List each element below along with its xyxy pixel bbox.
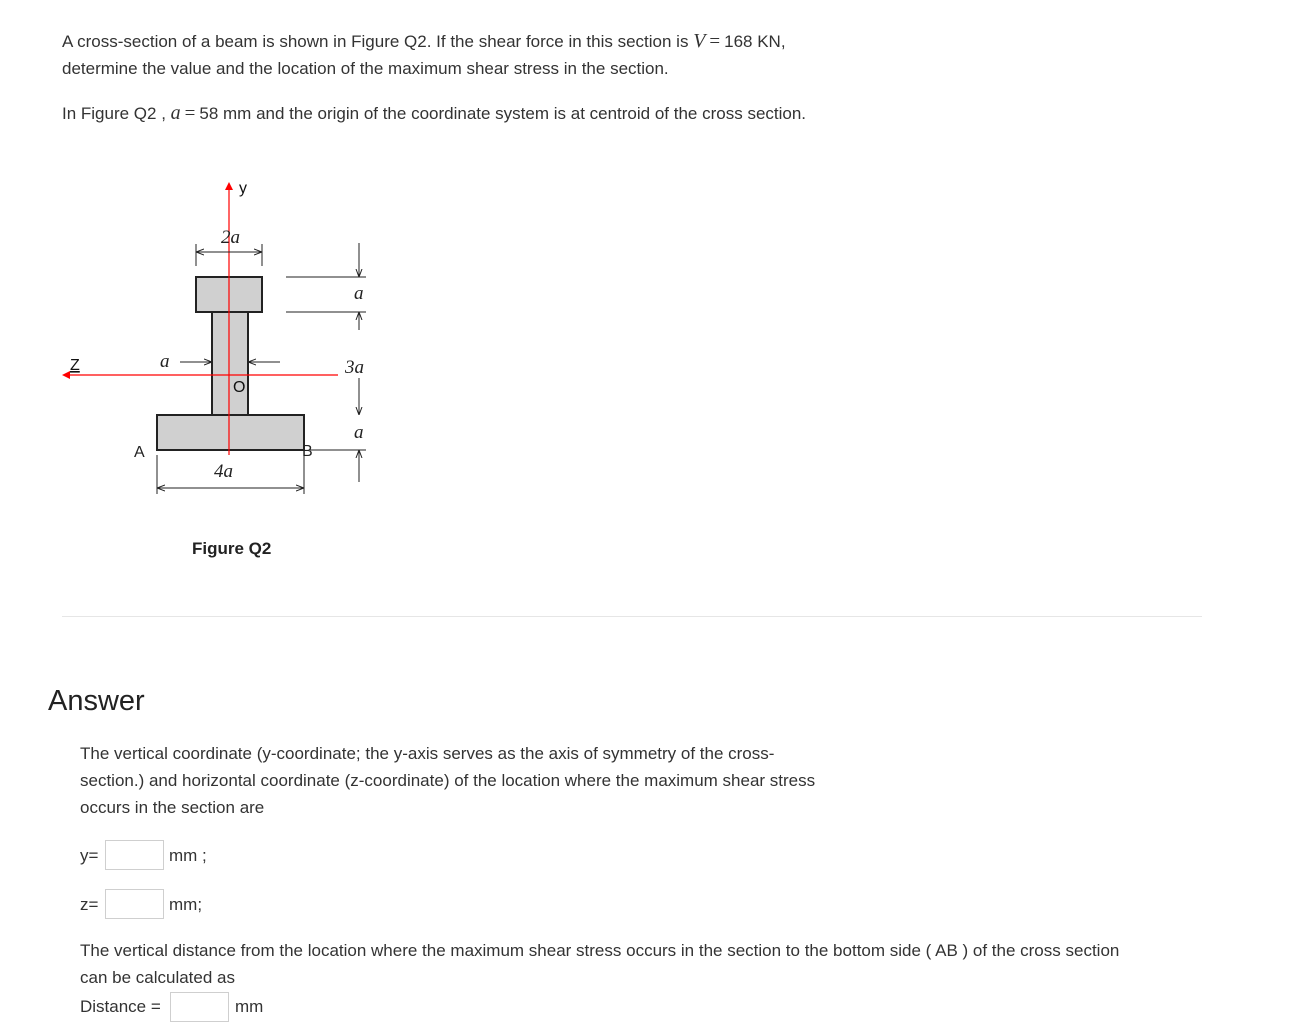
distance-text-line-1: The vertical distance from the location where the maximum shear stress occurs in the section to the bottom side ( AB ) of the cross section — [80, 941, 1120, 960]
answer-text-line-1: The vertical coordinate (y-coordinate; the y-axis serves as the axis of symmetry of the cross- — [80, 744, 775, 763]
distance-unit: mm — [235, 997, 264, 1016]
z-axis-label: Z — [70, 357, 80, 374]
question-line-2: determine the value and the location of the maximum shear stress in the section. — [62, 59, 669, 78]
distance-input[interactable] — [170, 992, 229, 1022]
cross-section-figure — [50, 170, 410, 510]
y-coordinate-input[interactable] — [105, 840, 164, 870]
figure-reference: In Figure Q2 , — [62, 104, 166, 123]
distance-text-line-2: can be calculated as — [80, 968, 235, 987]
dim-web-width: a — [160, 351, 170, 372]
shear-force-symbol: V — [693, 30, 706, 52]
dim-top-width: 2a — [221, 227, 240, 248]
dim-web-height: 3a — [345, 357, 364, 378]
answer-text-line-3: occurs in the section are — [80, 798, 265, 817]
divider — [62, 616, 1202, 617]
point-b-label: B — [302, 443, 313, 460]
dim-top-flange: a — [354, 283, 364, 304]
answer-heading: Answer — [48, 685, 145, 717]
web — [212, 312, 248, 415]
dim-bottom-width: 4a — [214, 461, 233, 482]
z-unit: mm; — [169, 895, 203, 914]
shear-force-value: 168 KN, — [724, 32, 786, 51]
distance-label: Distance = — [80, 997, 161, 1016]
z-label: z= — [80, 895, 99, 914]
point-a-label: A — [134, 444, 145, 461]
y-label: y= — [80, 846, 99, 865]
equals-sign: = — [709, 31, 721, 52]
y-axis-label: y — [239, 180, 247, 197]
question-text: A cross-section of a beam is shown in Figure Q2. If the shear force in this section is — [62, 32, 689, 51]
dimension-value: 58 mm and the origin of the coordinate system is at centroid of the cross section. — [199, 104, 807, 123]
question-line-3 — [62, 100, 806, 127]
answer-text-line-2: section.) and horizontal coordinate (z-coordinate) of the location where the maximum shear stress — [80, 771, 816, 790]
question-line-1 — [62, 28, 786, 55]
equals-sign: = — [184, 103, 196, 124]
figure-caption: Figure Q2 — [192, 539, 272, 558]
bottom-flange — [157, 415, 304, 450]
dimension-symbol-a: a — [170, 102, 181, 124]
origin-label: O — [233, 379, 246, 396]
dim-bottom-flange: a — [354, 422, 364, 443]
z-coordinate-input[interactable] — [105, 889, 164, 919]
y-unit: mm ; — [169, 846, 207, 865]
